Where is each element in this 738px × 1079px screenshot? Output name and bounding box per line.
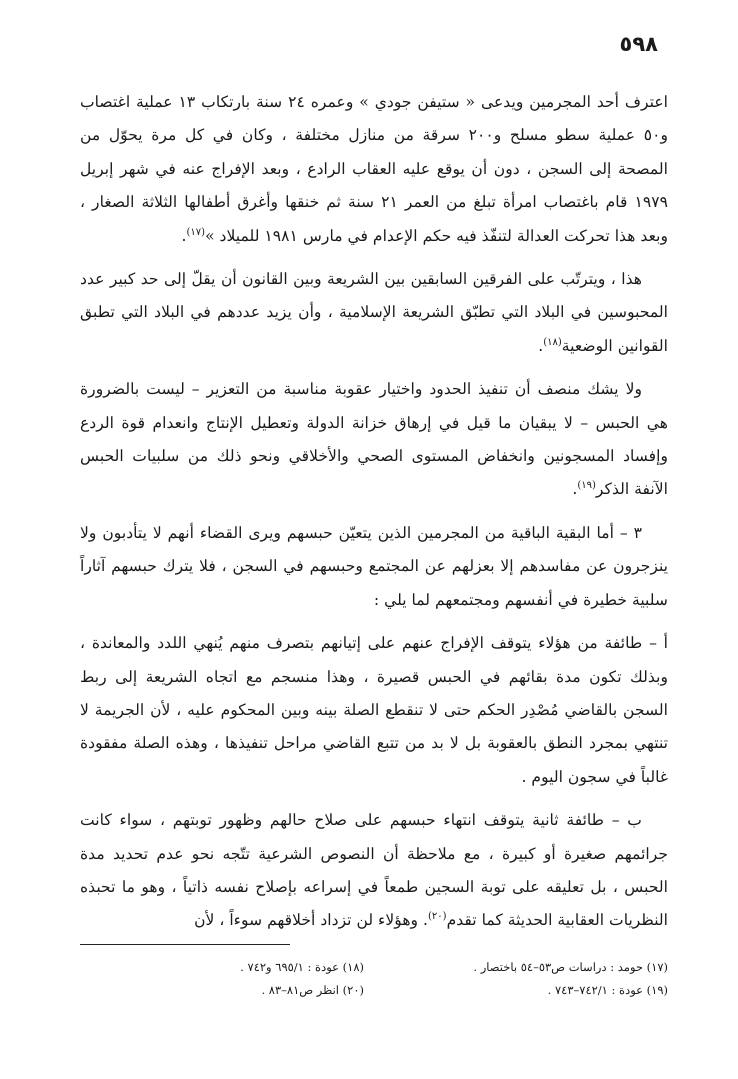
paragraph-2-text: هذا ، ويترتّب على الفرقين السابقين بين الشريعة وبين القانون أن يقلّ إلى حد كبير عدد المحبوسين في البلاد التي تطبّق الشريعة الإسلامية ، وأن يزيد عددهم في البلاد التي تطبق القوانين الوضعية [80,270,668,355]
paragraph-3 [80,373,668,507]
footnote-ref-19: (١٩) [577,480,596,492]
paragraph-3-end: . [572,480,578,499]
footnotes [80,956,668,1002]
quote-close: . [181,226,187,245]
footnote-19: (١٩) عودة : ٧٤٢/١–٧٤٣ . [547,983,668,997]
paragraph-6-text: ب – طائفة ثانية يتوقف انتهاء حبسهم على صلاح حالهم وظهور توبتهم ، سواء كانت جرائمهم صغيرة أو كبيرة ، مع ملاحظة أن النصوص الشرعية تتّجه نحو عدم تحديد مدة الحبس ، بل تعليقه على توبة السجين طمعاً في إسراعه بإصلاح نفسه ذاتياً ، وهو ما تحبذه النظريات العقابية الحديثة كما تقدم [80,811,668,930]
page-number: ٥٩٨ [619,32,658,56]
paragraph-6-tail: . وهؤلاء لن تزداد أخلاقهم سوءاً ، لأن [194,911,428,930]
footnote-divider [80,944,290,945]
paragraph-5 [80,627,668,794]
paragraph-5-text: أ – طائفة من هؤلاء يتوقف الإفراج عنهم على إتيانهم بتصرف منهم يُنهي اللدد والمعاندة ، وبذلك تكون مدة بقائهم في الحبس قصيرة ، وهذا منسجم مع اتجاه الشريعة إلى ربط السجن بالقاضي مُصْدِر الحكم حتى لا تنقطع الصلة بينه وبين المحكوم عليه ، لأن الجريمة لا تنتهي بمجرد النطق بالعقوبة بل لا بد من تتبع القاضي مراحل تنفيذها ، وهذه الصلة مفقودة غالباً في سجون اليوم . [80,634,668,786]
page-body [80,86,668,948]
paragraph-6 [80,804,668,938]
paragraph-2-end: . [538,336,544,355]
footnote-20: (٢٠) انظر ص٨١–٨٣ . [261,983,364,997]
footnote-ref-20: (٢٠) [428,911,447,923]
footnote-ref-18: (١٨) [543,336,562,348]
paragraph-1 [80,86,668,253]
paragraph-4 [80,517,668,617]
paragraph-2 [80,263,668,363]
paragraph-1-text: اعترف أحد المجرمين ويدعى « ستيفن جودي » وعمره ٢٤ سنة بارتكاب ١٣ عملية اغتصاب و٥٠ عملية سطو مسلح و٢٠٠ سرقة من منازل مختلفة ، وكان في كل مرة يحوّل من المصحة إلى السجن ، دون أن يوقع عليه العقاب الرادع ، وبعد الإفراج عنه في شهر إبريل ١٩٧٩ قام باغتصاب امرأة تبلغ من العمر ٢١ سنة ثم خنقها وأغرق أطفالها الثلاثة الصغار ، وبعد هذا تحركت العدالة لتنفّذ فيه حكم الإعدام في مارس ١٩٨١ للميلاد » [80,93,668,245]
footnote-ref-17: (١٧) [186,226,206,238]
footnote-17: (١٧) حومد : دراسات ص٥٣–٥٤ باختصار . [473,960,668,974]
footnote-18: (١٨) عودة : ٦٩٥/١ و٧٤٢ . [240,960,364,974]
paragraph-3-text: ولا يشك منصف أن تنفيذ الحدود واختيار عقوبة مناسبة من التعزير – ليست بالضرورة هي الحبس – لا يبقيان ما قيل في إرهاق خزانة الدولة وتعطيل الإنتاج وانعدام قوة الردع وإفساد المسجونين وانخفاض المستوى الصحي والأخلاقي ونحو ذلك من سلبيات الحبس الآنفة الذكر [80,380,668,499]
paragraph-4-text: ٣ – أما البقية الباقية من المجرمين الذين يتعيّن حبسهم ويرى القضاء أنهم لا يتأدبون ولا ينزجرون عن مفاسدهم إلا بعزلهم عن المجتمع وحبسهم في السجن ، فلا يترك حبسهم آثاراً سلبية خطيرة في أنفسهم ومجتمعهم لما يلي : [80,523,668,609]
